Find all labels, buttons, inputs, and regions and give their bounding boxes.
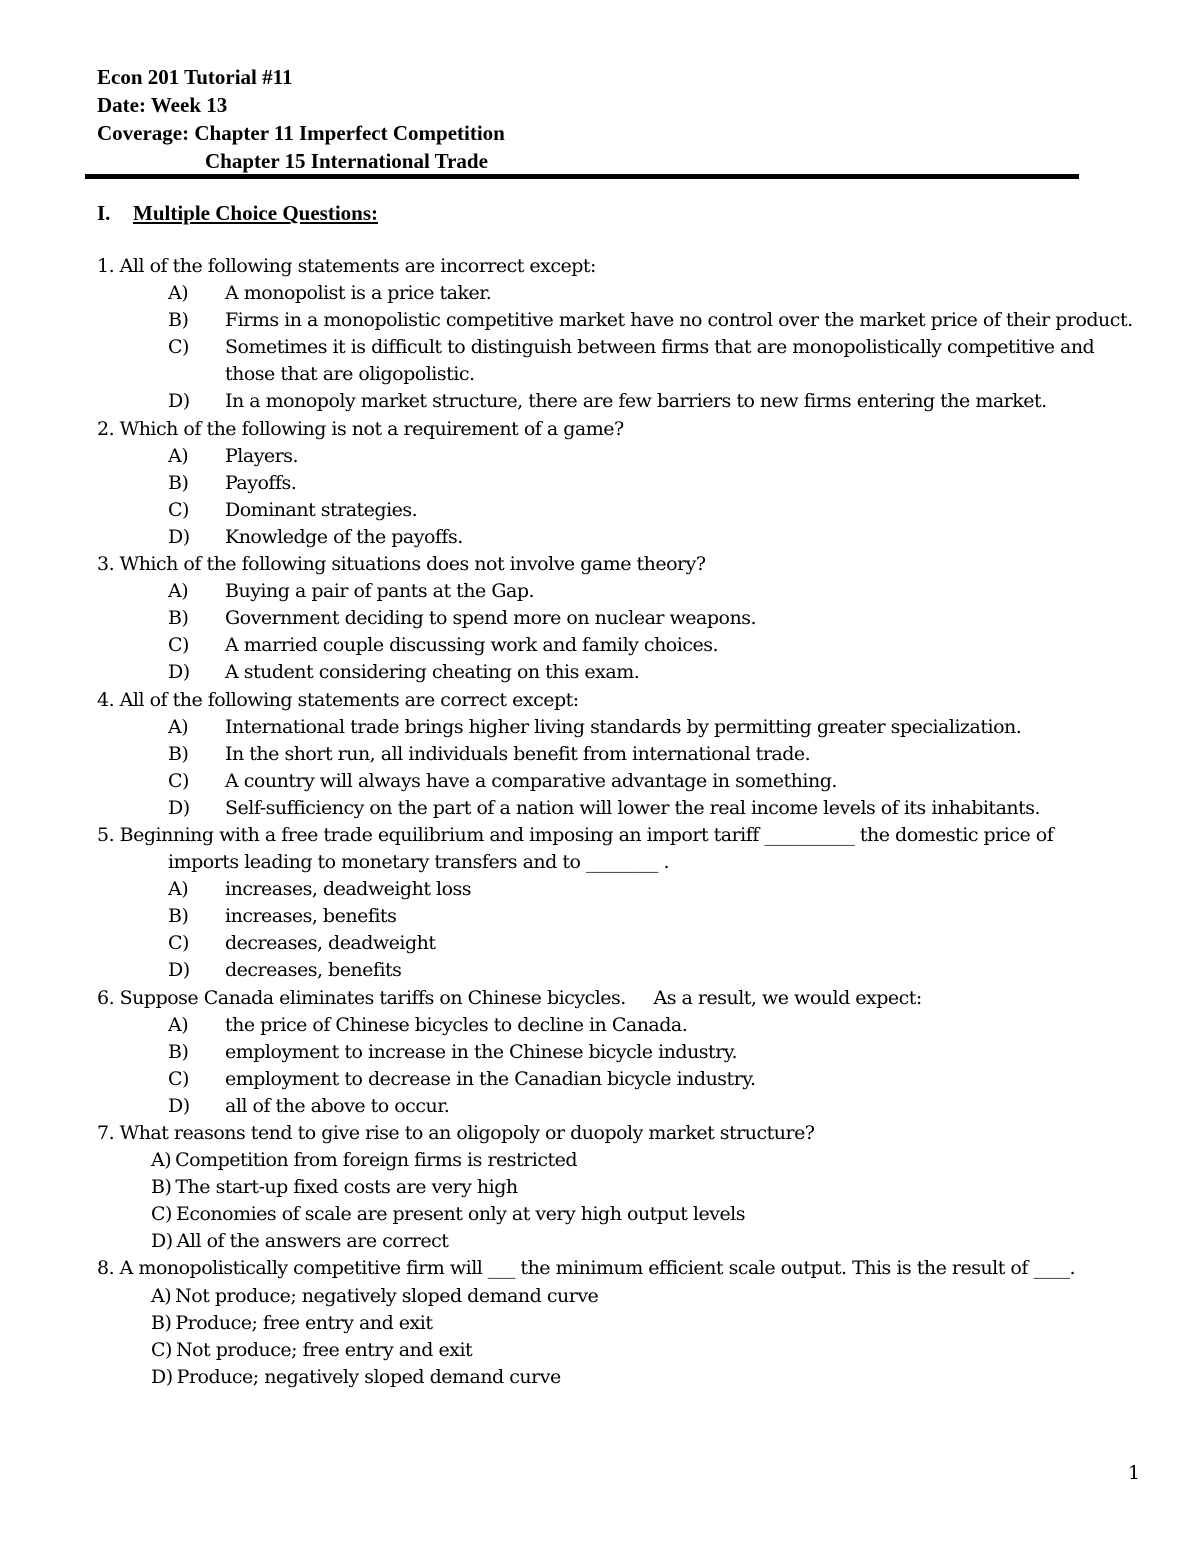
option-letter: B)	[168, 607, 189, 630]
answer-option	[97, 334, 1142, 388]
answer-option	[97, 497, 1142, 524]
option-letter: C)	[168, 498, 189, 521]
answer-option	[97, 470, 1142, 497]
answer-option	[97, 795, 1142, 822]
answer-option	[97, 280, 1142, 307]
coverage-line: Coverage: Chapter 11 Imperfect Competition	[97, 121, 505, 145]
option-letter: B)	[168, 1040, 189, 1063]
question-stem: 8. A monopolistically competitive firm will ___ the minimum efficient scale output. This is the result of ____.	[97, 1257, 1075, 1280]
option-letter: C)	[168, 336, 189, 359]
answer-option	[97, 714, 1142, 741]
question-stem: 3. Which of the following situations does not involve game theory?	[97, 553, 706, 576]
coverage-line-2: Chapter 15 International Trade	[205, 149, 488, 173]
option-text: increases, deadweight loss	[225, 878, 472, 901]
option-text: Knowledge of the payoffs.	[225, 525, 463, 548]
option-letter: D)	[151, 1365, 173, 1388]
answer-option	[97, 578, 1142, 605]
option-letter: A)	[168, 715, 189, 738]
option-letter: D)	[151, 1230, 173, 1253]
question-stem: 2. Which of the following is not a requirement of a game?	[97, 417, 624, 440]
question-stem-continuation: imports leading to monetary transfers and to ________ .	[168, 851, 670, 874]
answer-option	[97, 957, 1142, 984]
option-letter: D)	[168, 959, 190, 982]
answer-option	[97, 1364, 1142, 1391]
question-4	[97, 687, 1142, 822]
option-letter: C)	[168, 769, 189, 792]
option-text: In a monopoly market structure, there are few barriers to new firms entering the market.	[225, 390, 1047, 413]
option-letter: A)	[168, 580, 189, 603]
question-1	[97, 253, 1142, 416]
option-letter: B)	[168, 742, 189, 765]
option-letter: B)	[168, 905, 189, 928]
section-title: Multiple Choice Questions:	[133, 201, 378, 225]
option-text: Dominant strategies.	[225, 498, 418, 521]
option-text: Players.	[225, 444, 299, 467]
option-letter: B)	[168, 471, 189, 494]
question-stem	[97, 822, 1142, 876]
section-heading	[97, 199, 378, 227]
option-letter: A)	[168, 444, 189, 467]
question-2	[97, 416, 1142, 551]
option-text: A country will always have a comparative advantage in something.	[225, 769, 837, 792]
document-header	[97, 63, 1097, 175]
option-text: Produce; free entry and exit	[175, 1311, 433, 1334]
option-text: Economies of scale are present only at very high output levels	[175, 1203, 746, 1226]
answer-option	[97, 659, 1142, 686]
section-number: I.	[97, 201, 111, 225]
option-letter: D)	[168, 390, 190, 413]
option-text: Sometimes it is difficult to distinguish between firms that are monopolistically competitive and those that are oligopolistic.	[225, 336, 1095, 386]
option-letter: D)	[168, 661, 190, 684]
question-stem: 7. What reasons tend to give rise to an oligopoly or duopoly market structure?	[97, 1122, 815, 1144]
answer-option	[97, 1174, 1142, 1201]
option-text: In the short run, all individuals benefit from international trade.	[225, 742, 811, 765]
option-letter: C)	[151, 1203, 172, 1226]
option-letter: A)	[151, 1284, 172, 1307]
question-stem: 6. Suppose Canada eliminates tariffs on Chinese bicycles. As a result, we would expect:	[97, 986, 922, 1009]
option-text: decreases, deadweight	[225, 932, 436, 955]
option-letter: D)	[168, 1094, 190, 1117]
option-letter: C)	[168, 932, 189, 955]
answer-option	[97, 1066, 1142, 1093]
course-title: Econ 201 Tutorial #11	[97, 65, 293, 89]
question-6	[97, 985, 1142, 1120]
answer-option	[97, 876, 1142, 903]
page-number: 1	[1128, 1462, 1141, 1484]
option-letter: B)	[151, 1176, 172, 1199]
answer-option	[97, 1201, 1142, 1228]
option-letter: D)	[168, 525, 190, 548]
date-line: Date: Week 13	[97, 93, 228, 117]
option-text: Produce; negatively sloped demand curve	[176, 1365, 561, 1388]
option-text: Self-sufficiency on the part of a nation will lower the real income levels of its inhabitants.	[225, 796, 1041, 819]
question-3	[97, 551, 1142, 686]
option-text: A married couple discussing work and family choices.	[225, 634, 718, 657]
option-text: A monopolist is a price taker.	[225, 282, 492, 305]
answer-option	[97, 307, 1142, 334]
option-text: employment to decrease in the Canadian bicycle industry.	[225, 1067, 756, 1090]
answer-option	[97, 930, 1142, 957]
option-letter: C)	[151, 1338, 172, 1361]
answer-option	[97, 443, 1142, 470]
option-letter: C)	[168, 634, 189, 657]
answer-option	[97, 741, 1142, 768]
question-7	[97, 1120, 1142, 1255]
option-text: Payoffs.	[225, 471, 297, 494]
answer-option	[97, 632, 1142, 659]
option-text: The start-up fixed costs are very high	[175, 1176, 518, 1199]
question-stem: 1. All of the following statements are incorrect except:	[97, 255, 596, 277]
answer-option	[97, 768, 1142, 795]
answer-option	[97, 1228, 1142, 1255]
answer-option	[97, 1310, 1142, 1337]
option-text: all of the above to occur.	[225, 1094, 450, 1117]
header-divider	[85, 174, 1079, 179]
option-letter: A)	[168, 282, 189, 305]
option-letter: A)	[168, 878, 189, 901]
option-text: the price of Chinese bicycles to decline in Canada.	[225, 1013, 688, 1036]
question-8	[97, 1255, 1142, 1390]
answer-option	[97, 1093, 1142, 1120]
question-list	[97, 253, 1142, 1391]
option-letter: A)	[168, 1013, 189, 1036]
option-letter: B)	[168, 309, 189, 332]
option-text: Not produce; negatively sloped demand curve	[175, 1284, 599, 1307]
question-5	[97, 822, 1142, 985]
option-text: Not produce; free entry and exit	[175, 1338, 473, 1361]
answer-option	[97, 1039, 1142, 1066]
option-text: employment to increase in the Chinese bicycle industry.	[225, 1040, 738, 1063]
option-text: Buying a pair of pants at the Gap.	[225, 580, 535, 603]
question-stem: 4. All of the following statements are correct except:	[97, 688, 579, 711]
answer-option	[97, 524, 1142, 551]
option-text: increases, benefits	[225, 905, 397, 928]
option-letter: D)	[168, 796, 190, 819]
option-text: All of the answers are correct	[176, 1230, 449, 1253]
option-text: International trade brings higher living standards by permitting greater specialization.	[225, 715, 1022, 738]
option-text: Competition from foreign firms is restricted	[175, 1149, 578, 1172]
option-text: Firms in a monopolistic competitive market have no control over the market price of their product.	[225, 309, 1133, 332]
answer-option	[97, 1012, 1142, 1039]
option-letter: B)	[151, 1311, 172, 1334]
answer-option	[97, 1147, 1142, 1174]
option-text: A student considering cheating on this exam.	[225, 661, 640, 684]
answer-option	[97, 1283, 1142, 1310]
answer-option	[97, 605, 1142, 632]
answer-option	[97, 1337, 1142, 1364]
option-letter: A)	[151, 1149, 172, 1172]
option-text: Government deciding to spend more on nuclear weapons.	[225, 607, 756, 630]
answer-option	[97, 903, 1142, 930]
question-stem-line: 5. Beginning with a free trade equilibrium and imposing an import tariff __________ the domestic price of	[97, 823, 1054, 846]
option-text: decreases, benefits	[225, 959, 402, 982]
option-letter: C)	[168, 1067, 189, 1090]
answer-option	[97, 388, 1142, 415]
